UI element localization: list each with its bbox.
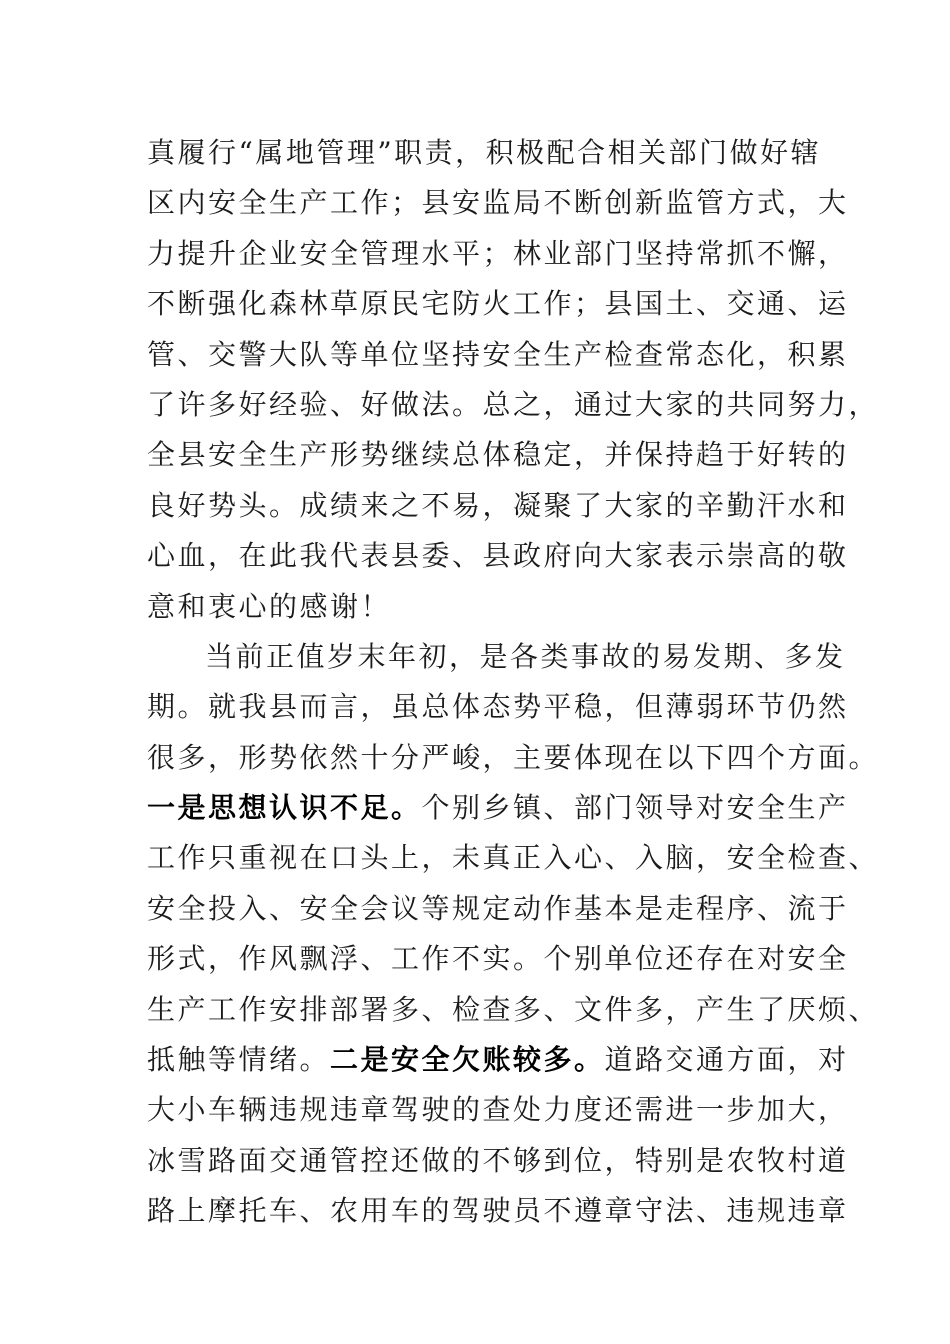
text-line: [147, 1085, 849, 1135]
text-line: [147, 229, 849, 279]
text-run: 不断强化森林草原民宅防火工作；县国土、交通、运: [147, 287, 849, 321]
bold-heading-run: 二是安全欠账较多。: [330, 1043, 605, 1077]
text-line: [147, 430, 849, 480]
text-run: 真履行“属地管理”职责，积极配合相关部门做好辖: [147, 136, 822, 169]
text-run: 管、交警大队等单位坚持安全生产检查常态化，积累: [147, 337, 849, 371]
text-run: 意和衷心的感谢！: [147, 589, 392, 623]
text-line: [147, 128, 827, 178]
text-run: 期。就我县而言，虽总体态势平稳，但薄弱环节仍然: [147, 690, 849, 724]
text-run: 个别乡镇、部门领导对安全生产: [421, 791, 849, 825]
body-text: [147, 128, 880, 1237]
text-line: [147, 380, 880, 430]
text-line: [147, 783, 849, 833]
text-run: 当前正值岁末年初，是各类事故的易发期、多发: [205, 639, 846, 673]
text-run: 冰雪路面交通管控还做的不够到位，特别是农牧村道: [147, 1143, 849, 1177]
text-run: 区内安全生产工作；县安监局不断创新监管方式，大: [147, 186, 849, 220]
text-run: 全县安全生产形势继续总体稳定，并保持趋于好转的: [147, 438, 849, 472]
text-line: [147, 1186, 849, 1236]
text-line: [147, 1035, 849, 1085]
text-run: 力提升企业安全管理水平；林业部门坚持常抓不懈，: [147, 236, 849, 270]
text-line: [147, 934, 849, 984]
text-line: [147, 1136, 849, 1186]
text-run: 良好势头。成绩来之不易，凝聚了大家的辛勤汗水和: [147, 488, 849, 522]
text-line: [147, 682, 849, 732]
text-line: [147, 582, 827, 632]
text-run: 大小车辆违规违章驾驶的查处力度还需进一步加大，: [147, 1093, 849, 1127]
text-run: 路上摩托车、农用车的驾驶员不遵章守法、违规违章: [147, 1194, 849, 1228]
bold-heading-run: 一是思想认识不足。: [147, 791, 422, 825]
text-line: [147, 279, 849, 329]
text-line: [147, 178, 849, 228]
paragraph-start-line: [147, 632, 846, 682]
text-run: 安全投入、安全会议等规定动作基本是走程序、流于: [147, 891, 849, 925]
text-line: [147, 833, 880, 883]
text-line: [147, 733, 880, 783]
text-run: 工作只重视在口头上，未真正入心、入脑，安全检查、: [147, 841, 880, 875]
text-run: 很多，形势依然十分严峻，主要体现在以下四个方面。: [147, 740, 880, 774]
text-run: 形式，作风飘浮、工作不实。个别单位还存在对安全: [147, 942, 849, 976]
text-run: 心血，在此我代表县委、县政府向大家表示崇高的敬: [147, 539, 849, 573]
text-line: [147, 531, 849, 581]
text-line: [147, 330, 849, 380]
text-line: [147, 884, 849, 934]
text-run: 了许多好经验、好做法。总之，通过大家的共同努力，: [147, 387, 880, 421]
text-run: 道路交通方面，对: [604, 1043, 849, 1077]
text-line: [147, 481, 849, 531]
text-run: 抵触等情绪。: [147, 1043, 331, 1077]
text-run: 生产工作安排部署多、检查多、文件多，产生了厌烦、: [147, 992, 880, 1026]
text-line: [147, 985, 880, 1035]
